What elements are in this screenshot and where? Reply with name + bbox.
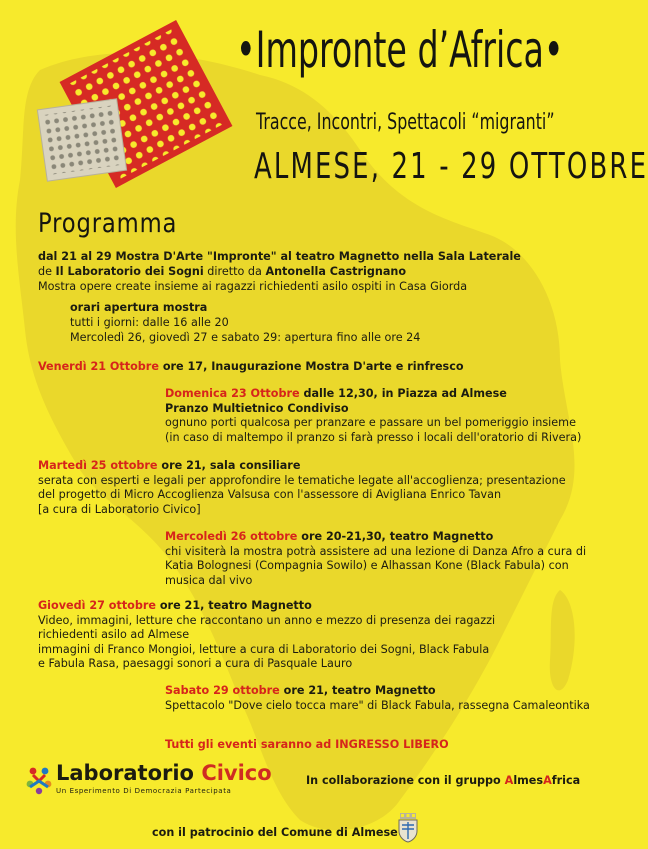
logo-name <box>56 761 272 785</box>
event-date: Martedì 25 ottobre <box>38 459 158 472</box>
event-sunday-23 <box>165 387 581 445</box>
event-thursday-27 <box>38 599 495 672</box>
event-line: [a cura di Laboratorio Civico] <box>38 502 201 516</box>
event-line: ognuno porti qualcosa per pranzare e passare un bel pomeriggio insieme <box>165 416 576 429</box>
event-line: e Fabula Rasa, paesaggi sonori a cura di Pasquale Lauro <box>38 657 353 670</box>
event-headline: ore 21, sala consiliare <box>157 459 301 472</box>
event-line: immagini di Franco Mongioi, letture a cura di Laboratorio dei Sogni, Black Fabula <box>38 642 490 656</box>
event-headline: ore 20-21,30, teatro Magnetto <box>297 530 494 543</box>
event-date: Mercoledì 26 ottobre <box>165 530 298 543</box>
event-headline: ore 21, teatro Magnetto <box>279 684 436 697</box>
collab-accent: A <box>543 774 552 787</box>
laboratorio-civico-logo <box>24 761 272 799</box>
patronage-line: con il patrocinio del Comune di Almese <box>152 826 398 839</box>
logo-name-accent: Civico <box>201 761 272 785</box>
free-entry-notice: Tutti gli eventi saranno ad INGRESSO LIBERO <box>165 738 449 751</box>
lab-sogni-name: Il Laboratorio dei Sogni <box>55 265 204 278</box>
event-headline: ore 17, Inaugurazione Mostra D'arte e rinfresco <box>158 360 464 373</box>
colorful-people-icon <box>24 765 54 795</box>
event-date: Giovedì 27 ottobre <box>38 599 156 612</box>
programma-heading: Programma <box>38 208 178 239</box>
event-date: Sabato 29 ottobre <box>165 684 280 697</box>
exhibition-curator-line <box>38 265 406 280</box>
opening-hours-extended: Mercoledì 26, giovedì 27 e sabato 29: apertura fino alle ore 24 <box>70 331 421 344</box>
event-date: Venerdì 21 Ottobre <box>38 360 159 373</box>
event-saturday-29 <box>165 684 590 713</box>
event-line: serata con esperti e legali per approfondire le tematiche legate all'accoglienza; presentazione <box>38 473 566 487</box>
collab-accent: A <box>504 774 514 787</box>
exhibition-description: Mostra opere create insieme ai ragazzi richiedenti asilo ospiti in Casa Giorda <box>38 280 468 293</box>
logo-name-part: Laboratorio <box>56 761 202 785</box>
collab-text: lmes <box>513 774 544 787</box>
event-line: richiedenti asilo ad Almese <box>38 628 190 641</box>
opening-hours-title: orari apertura mostra <box>70 301 208 314</box>
collab-text: frica <box>551 774 581 787</box>
event-line: (in caso di maltempo il pranzo si farà presso i locali dell'oratorio di Rivera) <box>165 430 582 444</box>
event-wednesday-26 <box>165 530 586 588</box>
event-headline: ore 21, teatro Magnetto <box>155 599 312 612</box>
curator-mid: diretto da <box>203 265 266 278</box>
event-dates: ALMESE, 21 - 29 OTTOBRE <box>254 146 648 187</box>
collaboration-line <box>306 774 580 787</box>
perforated-squares-graphic <box>36 30 246 190</box>
event-tuesday-25 <box>38 459 566 517</box>
curator-prefix: de <box>38 265 56 278</box>
event-line: Pranzo Multietnico Condiviso <box>165 401 349 415</box>
curator-name: Antonella Castrignano <box>265 265 407 278</box>
event-friday-21 <box>38 360 464 375</box>
event-line: del progetto di Micro Accoglienza Valsusa con l'assessore di Avigliana Enrico Tavan <box>38 488 502 501</box>
event-line: Spettacolo "Dove cielo tocca mare" di Black Fabula, rassegna Camaleontika <box>165 698 590 712</box>
event-subtitle: Tracce, Incontri, Spettacoli “migranti” <box>256 110 555 135</box>
event-title: •Impronte d’Africa• <box>236 21 564 79</box>
collab-text: In collaborazione con il gruppo <box>306 774 505 787</box>
comune-coat-of-arms-icon <box>397 813 419 843</box>
event-headline: dalle 12,30, in Piazza ad Almese <box>299 387 507 400</box>
event-line: Video, immagini, letture che raccontano un anno e mezzo di presenza dei ragazzi <box>38 613 496 627</box>
event-line: Katia Bolognesi (Compagnia Sowilo) e Alhassan Kone (Black Fabula) con <box>165 559 569 572</box>
exhibition-line: dal 21 al 29 Mostra D'Arte "Impronte" al teatro Magnetto nella Sala Laterale <box>38 250 521 263</box>
event-line: chi visiterà la mostra potrà assistere ad una lezione di Danza Afro a cura di <box>165 544 587 558</box>
logo-tagline: Un Esperimento Di Democrazia Partecipata <box>56 787 232 795</box>
opening-hours-daily: tutti i giorni: dalle 16 alle 20 <box>70 316 229 329</box>
event-date: Domenica 23 Ottobre <box>165 387 300 400</box>
event-line: musica dal vivo <box>165 573 253 587</box>
